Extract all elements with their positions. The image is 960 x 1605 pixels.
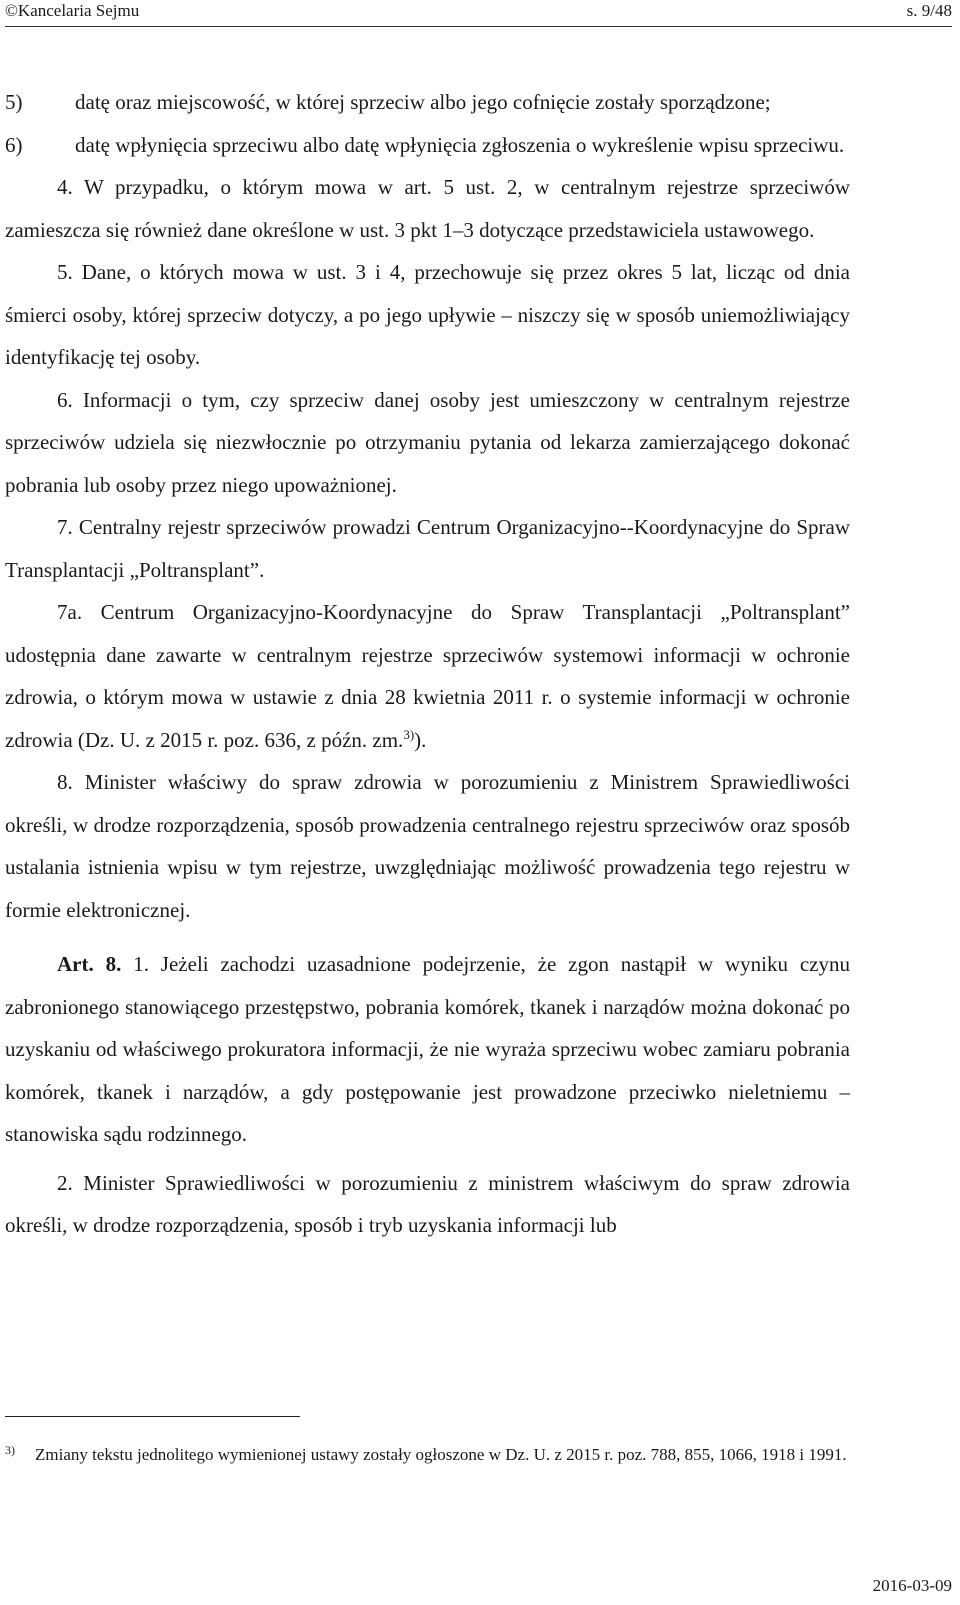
paragraph-6: 6. Informacji o tym, czy sprzeciw danej osoby jest umieszczony w centralnym rejestrze sprzeciwów udziela się niezwłocznie po otrzymaniu pytania od lekarza zamierzającego dokonać pobrania lub osoby przez niego upoważnionej. bbox=[5, 387, 850, 497]
paragraph-8: 8. Minister właściwy do spraw zdrowia w porozumieniu z Ministrem Sprawiedliwości określi, w drodze rozporządzenia, sposób prowadzenia centralnego rejestru sprzeciwów oraz sposób ustalania istnienia wpisu w tym rejestrze, uwzględniając możliwość prowadzenia tego rejestru w formie elektronicznej. bbox=[5, 770, 850, 922]
footnote-mark: 3) bbox=[5, 1443, 15, 1457]
footnote bbox=[5, 1442, 850, 1467]
paragraph-4: 4. W przypadku, o którym mowa w art. 5 ust. 2, w centralnym rejestrze sprzeciwów zamieszcza się również dane określone w ust. 3 pkt 1–3 dotyczące przedstawiciela ustawowego. bbox=[5, 175, 850, 242]
list-item bbox=[5, 81, 850, 124]
paragraph-7: 7. Centralny rejestr sprzeciwów prowadzi Centrum Organizacyjno-​-Koordynacyjne do Spraw Transplantacji „Poltransplant”. bbox=[5, 515, 850, 582]
page-footer-date: 2016-03-09 bbox=[872, 1576, 952, 1595]
list-item bbox=[5, 124, 850, 167]
article-8-paragraph-2: 2. Minister Sprawiedliwości w porozumieniu z ministrem właściwym do spraw zdrowia określi, w drodze rozporządzenia, sposób i tryb uzyskania informacji lub bbox=[5, 1170, 850, 1237]
footnote-reference: 3) bbox=[403, 726, 415, 742]
page-number: s. 9/48 bbox=[906, 1, 952, 20]
footnote-text: Zmiany tekstu jednolitego wymienionej ustawy zostały ogłoszone w Dz. U. z 2015 r. poz. 788, 855, 1066, 1918 i 1991. bbox=[35, 1445, 847, 1464]
publisher-label: ©Kancelaria Sejmu bbox=[5, 1, 140, 20]
list-item-number: 5) bbox=[5, 90, 23, 114]
list-item-text: datę wpłynięcia sprzeciwu albo datę wpłynięcia zgłoszenia o wykreślenie wpisu sprzeciwu. bbox=[75, 132, 845, 157]
list-item-text: datę oraz miejscowość, w której sprzeciw albo jego cofnięcie zostały sporządzone; bbox=[75, 90, 771, 114]
article-8-paragraph-1-text: 1. Jeżeli zachodzi uzasadnione podejrzenie, że zgon nastąpił w wyniku czynu zabronionego stanowiącego przestępstwo, pobrania komórek, tkanek i narządów można dokonać po uzyskaniu od właściwego prokuratora informacji, że nie wyraża sprzeciwu wobec zamiaru pobrania komórek, tkanek i narządów, a gdy postępowanie jest prowadzone przeciwko nieletniemu – stanowiska sądu rodzinnego. bbox=[5, 952, 851, 1146]
paragraph-7a-text: 7a. Centrum Organizacyjno-Koordynacyjne do Spraw Transplantacji „Poltransplant” udostępnia dane zawarte w centralnym rejestrze sprzeciwów systemowi informacji w ochronie zdrowia, o którym mowa w ustawie z dnia 28 kwietnia 2011 r. o systemie informacji w ochronie zdrowia (Dz. U. z 2015 r. poz. 636, z późn. zm. bbox=[5, 600, 850, 752]
article-8-label: Art. 8. bbox=[57, 952, 122, 976]
paragraph-7a-end: ). bbox=[414, 727, 427, 752]
document-body bbox=[5, 81, 850, 1247]
article-8-paragraph-1 bbox=[5, 943, 850, 1156]
paragraph-7a bbox=[5, 591, 850, 761]
page-header bbox=[5, 0, 952, 27]
footnote-separator bbox=[5, 1416, 300, 1417]
list-item-number: 6) bbox=[5, 132, 23, 157]
paragraph-5: 5. Dane, o których mowa w ust. 3 i 4, przechowuje się przez okres 5 lat, licząc od dnia śmierci osoby, której sprzeciw dotyczy, a po jego upływie – niszczy się w sposób uniemożliwiający identyfikację tej osoby. bbox=[5, 260, 850, 369]
